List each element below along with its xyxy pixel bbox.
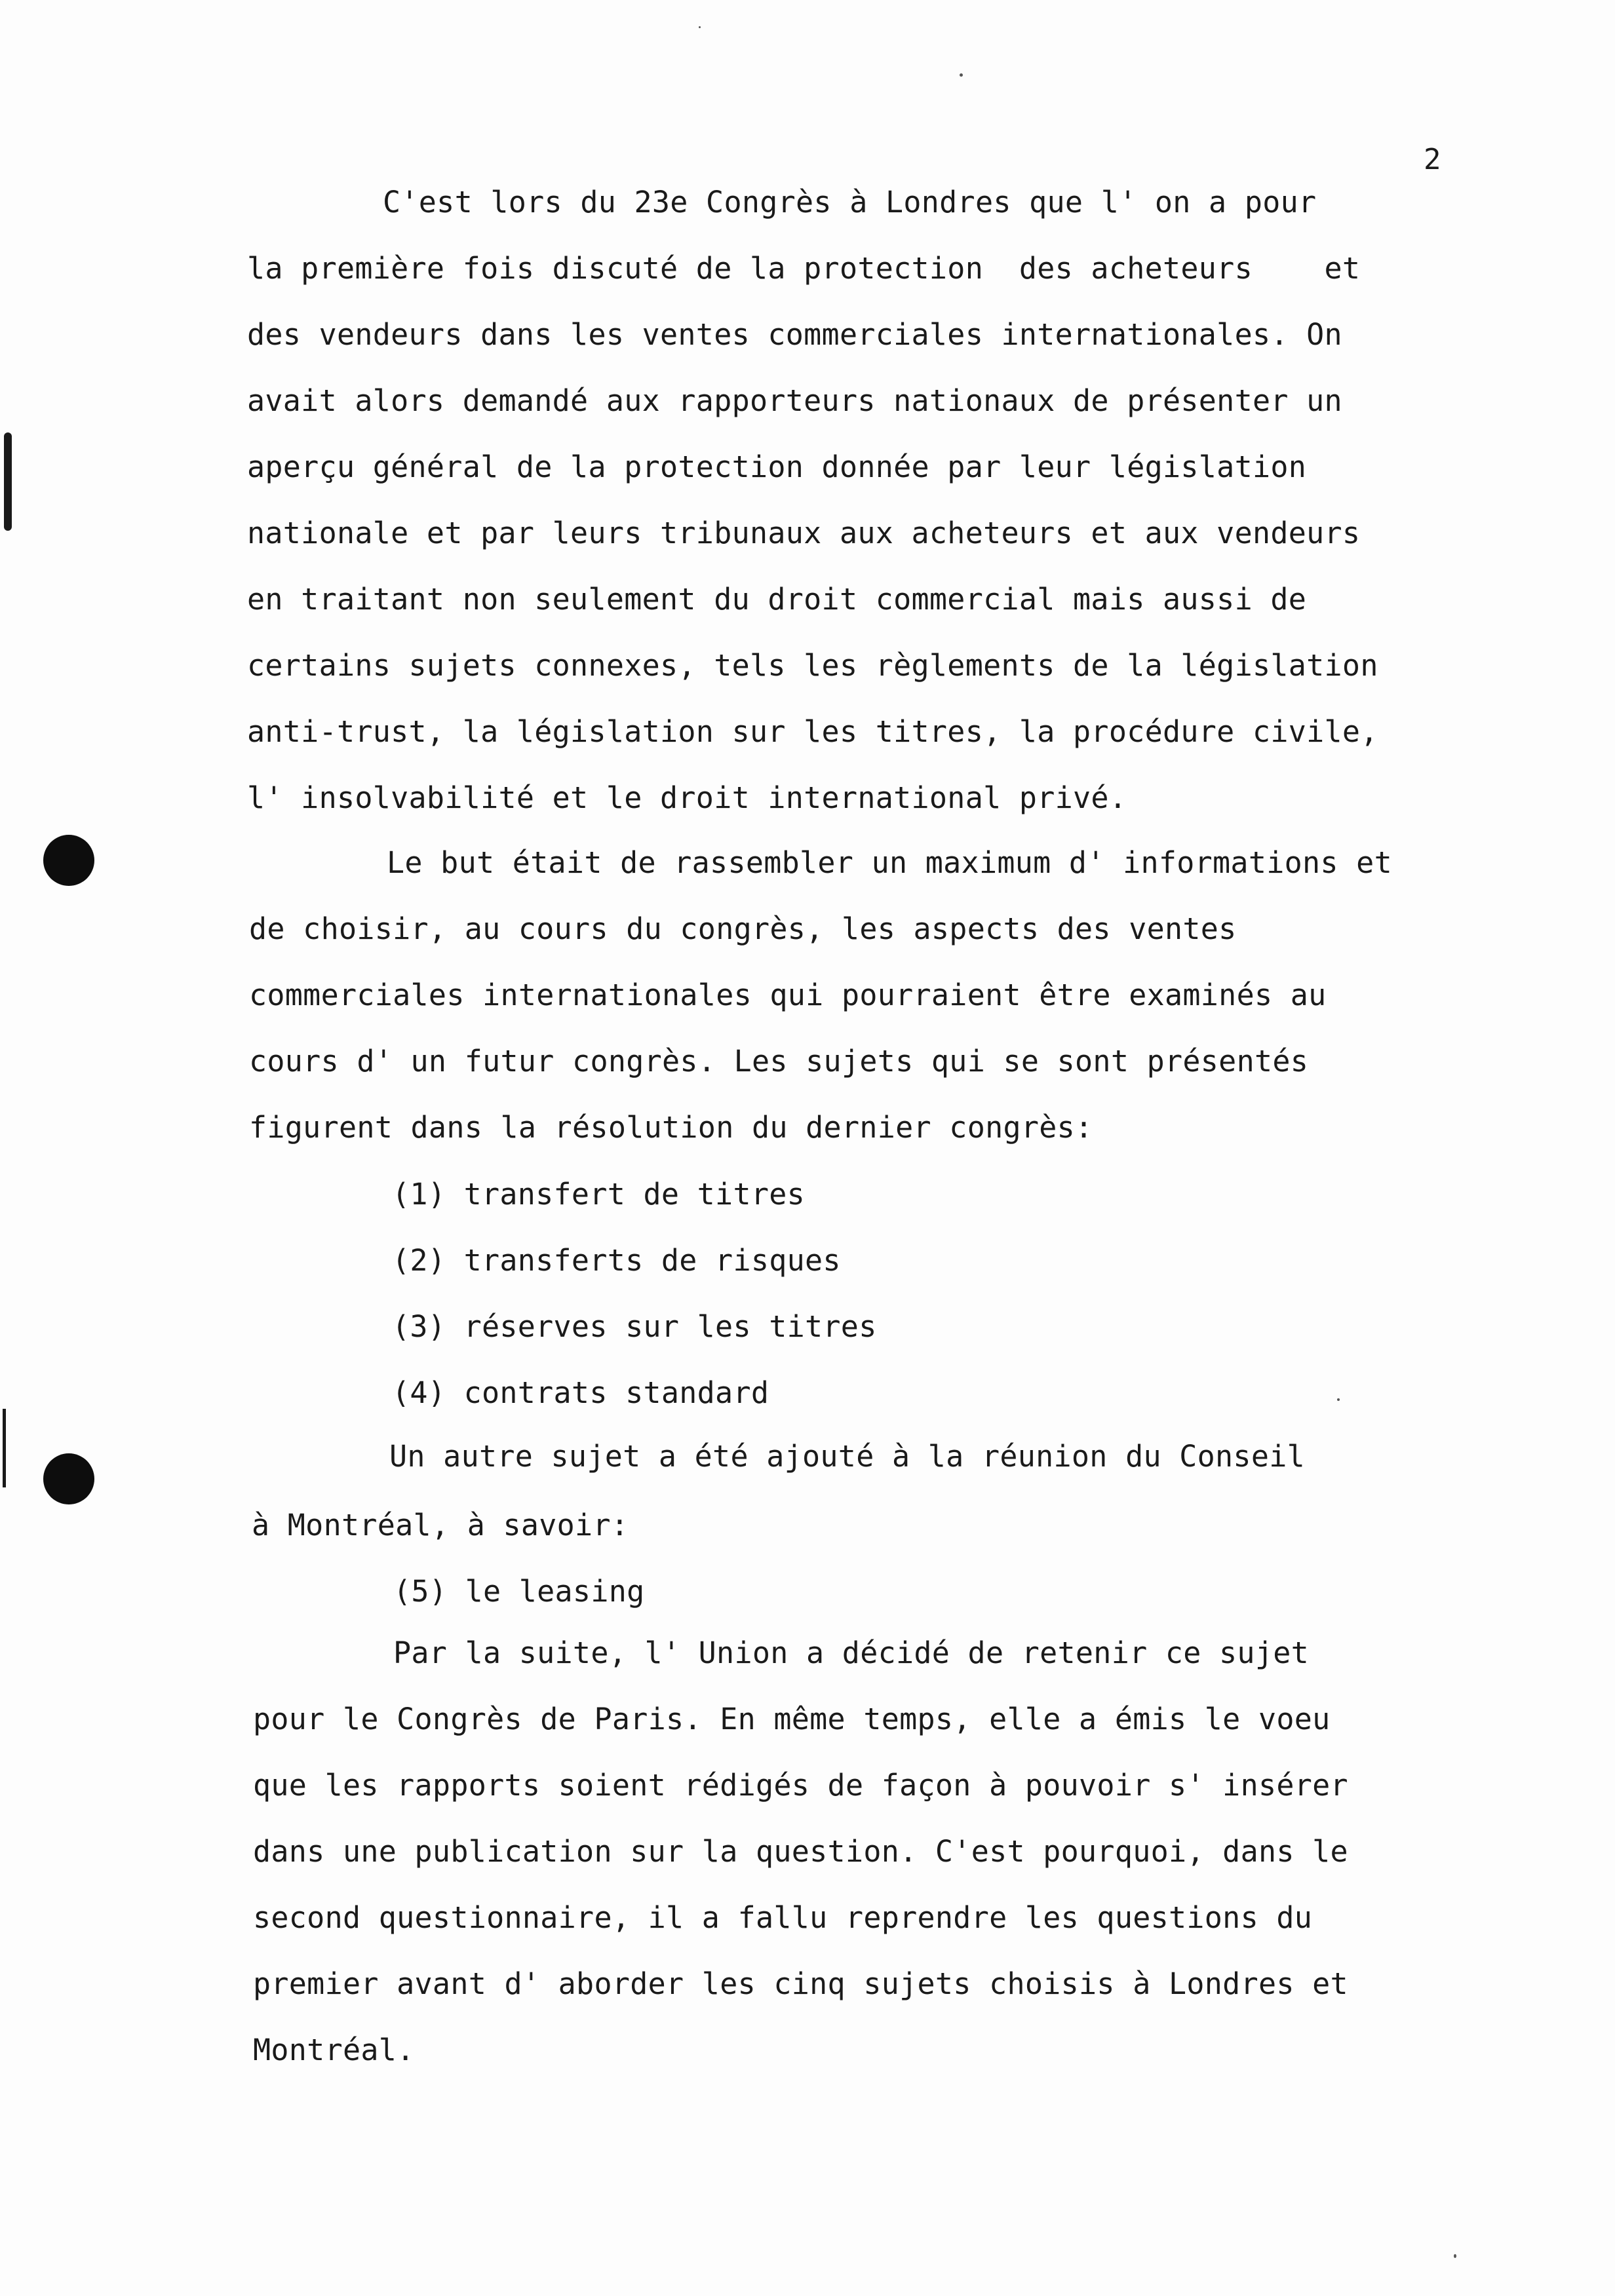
list-item: (2) transferts de risques: [392, 1243, 841, 1278]
text-line: que les rapports soient rédigés de façon à pouvoir s' insérer: [253, 1768, 1348, 1803]
list-item: (4) contrats standard: [392, 1375, 769, 1410]
text-line: second questionnaire, il a fallu reprendre les questions du: [253, 1900, 1313, 1935]
text-line: Montréal.: [253, 2033, 415, 2067]
scan-speck: [1454, 2254, 1456, 2258]
scan-speck: [1337, 1398, 1340, 1401]
list-item: (3) réserves sur les titres: [392, 1309, 877, 1344]
scan-speck: [960, 73, 963, 77]
text-line: cours d' un futur congrès. Les sujets qui se sont présentés: [249, 1044, 1309, 1079]
text-line: C'est lors du 23e Congrès à Londres que l' on a pour: [383, 185, 1317, 220]
punch-hole-upper: [43, 835, 94, 886]
text-line: commerciales internationales qui pourraient être examinés au: [249, 978, 1327, 1012]
text-line: pour le Congrès de Paris. En même temps, elle a émis le voeu: [253, 1702, 1331, 1736]
text-line: dans une publication sur la question. C'est pourquoi, dans le: [253, 1834, 1348, 1869]
text-line: figurent dans la résolution du dernier congrès:: [249, 1110, 1093, 1145]
text-line: de choisir, au cours du congrès, les aspects des ventes: [249, 911, 1237, 946]
scan-edge-mark-upper: [4, 432, 12, 531]
scan-edge-mark-lower: [3, 1409, 6, 1487]
list-item: (5) le leasing: [393, 1574, 645, 1609]
text-line: aperçu général de la protection donnée par leur législation: [247, 450, 1307, 484]
text-line: premier avant d' aborder les cinq sujets choisis à Londres et: [253, 1966, 1348, 2001]
text-line: anti-trust, la législation sur les titres, la procédure civile,: [247, 714, 1378, 749]
punch-hole-lower: [43, 1453, 94, 1504]
scan-speck: [699, 26, 701, 28]
list-item: (1) transfert de titres: [392, 1177, 806, 1212]
text-line: Le but était de rassembler un maximum d' informations et: [387, 845, 1392, 880]
text-line: des vendeurs dans les ventes commerciales internationales. On: [247, 317, 1342, 352]
text-line: la première fois discuté de la protection des acheteurs et: [247, 251, 1361, 286]
text-line: Par la suite, l' Union a décidé de retenir ce sujet: [393, 1636, 1310, 1670]
text-line: nationale et par leurs tribunaux aux acheteurs et aux vendeurs: [247, 516, 1361, 550]
text-line: en traitant non seulement du droit commercial mais aussi de: [247, 582, 1307, 617]
text-line: Un autre sujet a été ajouté à la réunion du Conseil: [389, 1439, 1306, 1474]
page-number: 2: [1424, 143, 1441, 176]
text-line: l' insolvabilité et le droit international privé.: [247, 780, 1127, 815]
text-line: avait alors demandé aux rapporteurs nationaux de présenter un: [247, 383, 1342, 418]
text-line: certains sujets connexes, tels les règlements de la législation: [247, 648, 1378, 683]
text-line: à Montréal, à savoir:: [252, 1508, 629, 1542]
